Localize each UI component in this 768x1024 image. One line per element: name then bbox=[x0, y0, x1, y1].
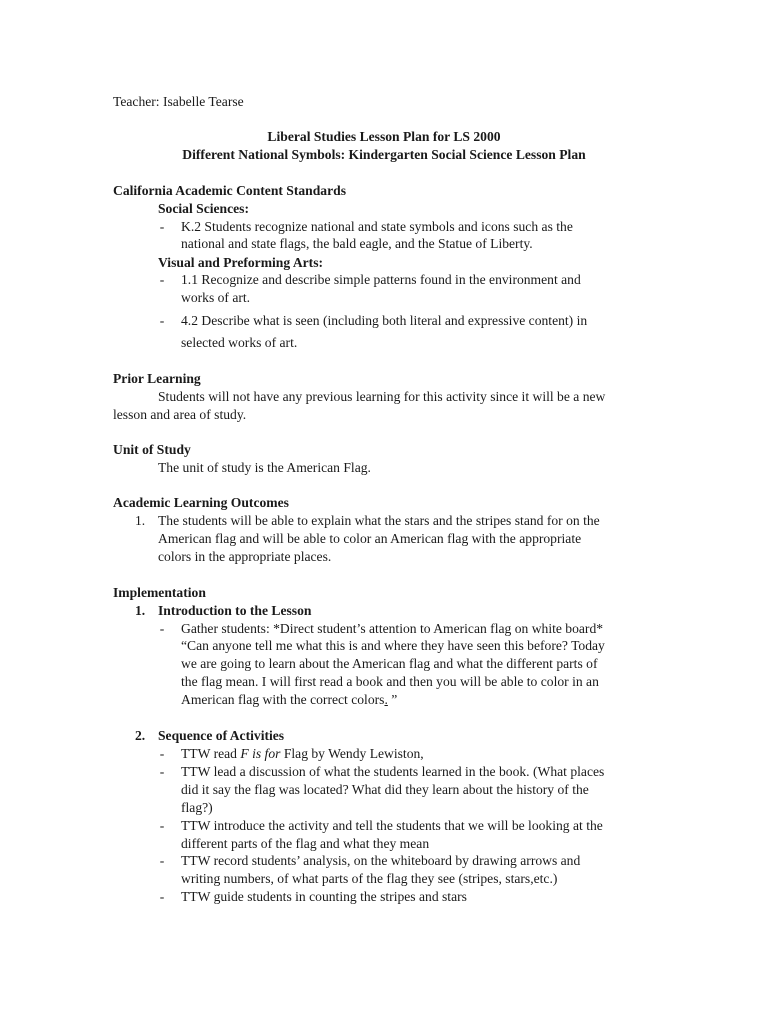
teacher-line: Teacher: Isabelle Tearse bbox=[113, 94, 244, 109]
intro-line-5 bbox=[181, 691, 397, 709]
standards-heading: California Academic Content Standards bbox=[113, 183, 346, 198]
sequence-heading: Sequence of Activities bbox=[158, 728, 285, 743]
prior-learning-heading: Prior Learning bbox=[113, 371, 201, 386]
sequence-item-3-line-2: different parts of the flag and what they mean bbox=[181, 836, 430, 851]
intro-line-3: we are going to learn about the American flag and what the different parts of bbox=[181, 656, 598, 671]
bullet-dash: - bbox=[159, 853, 165, 868]
intro-line-5-text: American flag with the correct colors bbox=[181, 692, 385, 707]
title-line-2: Different National Symbols: Kindergarten Social Science Lesson Plan bbox=[182, 147, 586, 162]
intro-close-quote: ” bbox=[387, 692, 398, 707]
intro-period: . bbox=[384, 692, 388, 707]
sequence-item-5: TTW guide students in counting the stripes and stars bbox=[181, 889, 467, 904]
outcomes-heading: Academic Learning Outcomes bbox=[113, 495, 289, 510]
bullet-dash: - bbox=[159, 764, 165, 779]
unit-of-study-heading: Unit of Study bbox=[113, 442, 191, 457]
outcome-number: 1. bbox=[135, 513, 146, 528]
intro-line-1: Gather students: *Direct student’s attention to American flag on white board* bbox=[181, 621, 604, 636]
outcome-line-2: American flag and will be able to color an American flag with the appropriate bbox=[158, 531, 582, 546]
intro-line-4: the flag mean. I will first read a book and then you will be able to color in an bbox=[181, 674, 599, 689]
outcome-line-1: The students will be able to explain what the stars and the stripes stand for on the bbox=[158, 513, 600, 528]
outcome-line-3: colors in the appropriate places. bbox=[158, 549, 332, 564]
sequence-item-4-line-1: TTW record students’ analysis, on the whiteboard by drawing arrows and bbox=[181, 853, 581, 868]
arts-item-1-line-2: works of art. bbox=[181, 290, 251, 305]
arts-item-2-line-1: 4.2 Describe what is seen (including both literal and expressive content) in bbox=[181, 313, 588, 328]
intro-line-2: “Can anyone tell me what this is and where they have seen this before? Today bbox=[181, 638, 605, 653]
seq-item-1-pre: TTW read bbox=[181, 746, 241, 761]
intro-heading: Introduction to the Lesson bbox=[158, 603, 312, 618]
unit-of-study-text: The unit of study is the American Flag. bbox=[158, 460, 371, 475]
bullet-dash: - bbox=[159, 889, 165, 904]
prior-learning-line-2: lesson and area of study. bbox=[113, 407, 247, 422]
social-item-line-1: K.2 Students recognize national and state symbols and icons such as the bbox=[181, 219, 573, 234]
sequence-item-3-line-1: TTW introduce the activity and tell the students that we will be looking at the bbox=[181, 818, 603, 833]
title-line-1: Liberal Studies Lesson Plan for LS 2000 bbox=[267, 129, 501, 144]
implementation-heading: Implementation bbox=[113, 585, 206, 600]
social-sciences-heading: Social Sciences: bbox=[158, 201, 249, 216]
arts-item-2-line-2: selected works of art. bbox=[181, 335, 298, 350]
sequence-item-1 bbox=[181, 745, 424, 763]
bullet-dash: - bbox=[159, 621, 165, 636]
intro-number: 1. bbox=[135, 603, 146, 618]
seq-item-1-post: Flag by Wendy Lewiston, bbox=[280, 746, 424, 761]
sequence-number: 2. bbox=[135, 728, 146, 743]
arts-heading: Visual and Preforming Arts: bbox=[158, 255, 324, 270]
arts-item-1-line-1: 1.1 Recognize and describe simple patterns found in the environment and bbox=[181, 272, 581, 287]
prior-learning-line-1: Students will not have any previous learning for this activity since it will be a new bbox=[158, 389, 606, 404]
bullet-dash: - bbox=[159, 818, 165, 833]
bullet-dash: - bbox=[159, 272, 165, 287]
sequence-item-2-line-1: TTW lead a discussion of what the students learned in the book. (What places bbox=[181, 764, 605, 779]
social-item-line-2: national and state flags, the bald eagle, and the Statue of Liberty. bbox=[181, 236, 533, 251]
bullet-dash: - bbox=[159, 746, 165, 761]
sequence-item-2-line-3: flag?) bbox=[181, 800, 213, 815]
bullet-dash: - bbox=[159, 313, 165, 328]
book-title-italic: F is for bbox=[240, 746, 281, 761]
sequence-item-4-line-2: writing numbers, of what parts of the flag they see (stripes, stars,etc.) bbox=[181, 871, 558, 886]
bullet-dash: - bbox=[159, 219, 165, 234]
sequence-item-2-line-2: did it say the flag was located? What did they learn about the history of the bbox=[181, 782, 589, 797]
